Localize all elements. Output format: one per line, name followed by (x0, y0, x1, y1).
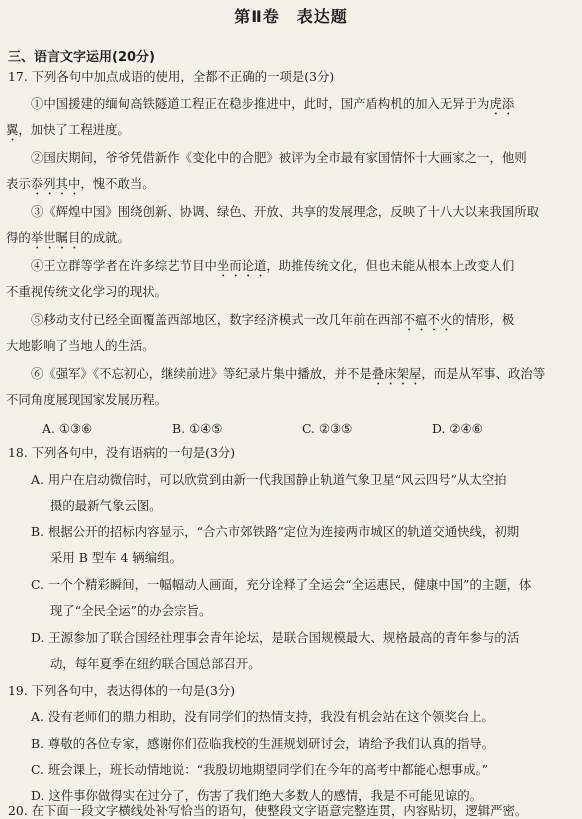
q17-s3-pre: 得的 (6, 230, 31, 245)
q17-s5-pre: ⑤移动支付已经全面覆盖西部地区，数字经济模式一改几年前在西部 (31, 312, 403, 327)
q17-s6-pre: ⑥《强军》《不忘初心，继续前进》等纪录片集中播放，并不是 (31, 366, 372, 381)
q18-option-a-cont: 摄的最新气象云图。 (50, 498, 162, 513)
q17-option-a[interactable]: A. ①③⑥ (42, 421, 93, 436)
q17-s2-pre: 表示 (6, 176, 31, 191)
q17-s3-idiom: 举世瞩目 (30, 230, 81, 245)
q17-option-b[interactable]: B. ①④⑤ (172, 421, 223, 436)
q18-option-d-cont: 动，每年夏季在纽约联合国总部召开。 (50, 656, 261, 671)
q17-s1-text: ①中国援建的缅甸高铁隧道工程正在稳步推进中，此时，国产盾构机的加入无异于为 (31, 96, 490, 111)
q17-s2-post: ，愧不敢当。 (80, 176, 155, 191)
q19-option-a[interactable]: A. 没有老师们的鼎力相助，没有同学们的热情支持，我没有机会站在这个领奖台上。 (31, 709, 494, 724)
q17-s2-idiom: 忝列其中 (30, 176, 81, 191)
q17-option-d[interactable]: D. ②④⑥ (432, 421, 483, 436)
q17-s4-pre: ④王立群等学者在许多综艺节目中 (31, 258, 217, 273)
q17-s5-post: 的情形，极 (452, 312, 515, 327)
q17-s6-post: ，而是从军事、政治等 (421, 366, 546, 381)
q17-s6-idiom: 叠床架屋 (371, 366, 422, 381)
q18-stem: 18. 下列各句中，没有语病的一句是(3分) (8, 445, 236, 460)
q17-s5-idiom: 不瘟不火 (402, 312, 453, 327)
q17-options (0, 421, 582, 437)
q17-s1-tail: ，加快了工程进度。 (18, 122, 130, 137)
q17-s4-idiom: 坐而论道 (216, 258, 267, 273)
page-title: 第Ⅱ卷 表达题 (234, 7, 348, 26)
q17-sentence-5 (31, 312, 514, 334)
q17-stem: 17. 下列各句中加点成语的使用，全都不正确的一项是(3分) (8, 69, 335, 84)
q18-option-b[interactable]: B. 根据公开的招标内容显示，“合六市郊铁路”定位为连接两市城区的轨道交通快线，初期 (31, 524, 520, 539)
q17-sentence-4 (31, 258, 514, 280)
q18-option-c[interactable]: C. 一个个精彩瞬间，一幅幅动人画面，充分诠释了全运会“全运惠民，健康中国”的主题，体 (31, 577, 532, 592)
q20-stem: 20. 在下面一段文字横线处补写恰当的语句，使整段文字语意完整连贯，内容贴切，逻辑严密。 (8, 803, 528, 818)
q17-sentence-6 (31, 366, 545, 388)
q17-sentence-6-cont: 不同角度展现国家发展历程。 (6, 392, 168, 407)
q17-sentence-4-cont: 不重视传统文化学习的现状。 (6, 284, 168, 299)
q18-option-b-cont: 采用 B 型车 4 辆编组。 (50, 550, 182, 565)
q17-option-c[interactable]: C. ②③⑤ (302, 421, 353, 436)
q17-s1-idiom-end: 翼 (6, 122, 19, 137)
q17-sentence-5-cont: 大地影响了当地人的生活。 (6, 338, 155, 353)
section-heading: 三、语言文字运用(20分) (8, 50, 155, 65)
q19-stem: 19. 下列各句中，表达得体的一句是(3分) (8, 683, 236, 698)
q17-sentence-1-cont (6, 122, 130, 144)
q19-option-c[interactable]: C. 班会课上，班长动情地说：“我殷切地期望同学们在今年的高考中都能心想事成。” (31, 762, 489, 777)
q17-sentence-3: ③《辉煌中国》围绕创新、协调、绿色、开放、共享的发展理念，反映了十八大以来我国所取 (31, 204, 540, 219)
q18-option-d[interactable]: D. 王源参加了联合国经社理事会青年论坛，是联合国规模最大、规格最高的青年参与的活 (31, 630, 520, 645)
q17-sentence-2: ②国庆期间，爷爷凭借新作《变化中的合肥》被评为全市最有家国情怀十大画家之一，他则 (31, 150, 527, 165)
q17-sentence-1 (31, 96, 514, 118)
q18-option-a[interactable]: A. 用户在启动微信时，可以欣赏到由新一代我国静止轨道气象卫星“风云四号”从太空拍 (31, 472, 507, 487)
q17-s1-idiom: 虎添 (489, 96, 515, 111)
q18-option-c-cont: 现了“全民全运”的办会宗旨。 (50, 603, 212, 618)
q17-sentence-3-cont (6, 230, 130, 252)
q17-s4-post: ，助推传统文化，但也未能从根本上改变人们 (266, 258, 515, 273)
q17-sentence-2-cont (6, 176, 155, 198)
q17-s3-post: 的成就。 (80, 230, 130, 245)
q19-option-d[interactable]: D. 这件事你做得实在过分了，伤害了我们绝大多数人的感情，我是不可能见谅的。 (31, 788, 483, 803)
q19-option-b[interactable]: B. 尊敬的各位专家，感谢你们莅临我校的生涯规划研讨会，请给予我们认真的指导。 (31, 736, 495, 751)
